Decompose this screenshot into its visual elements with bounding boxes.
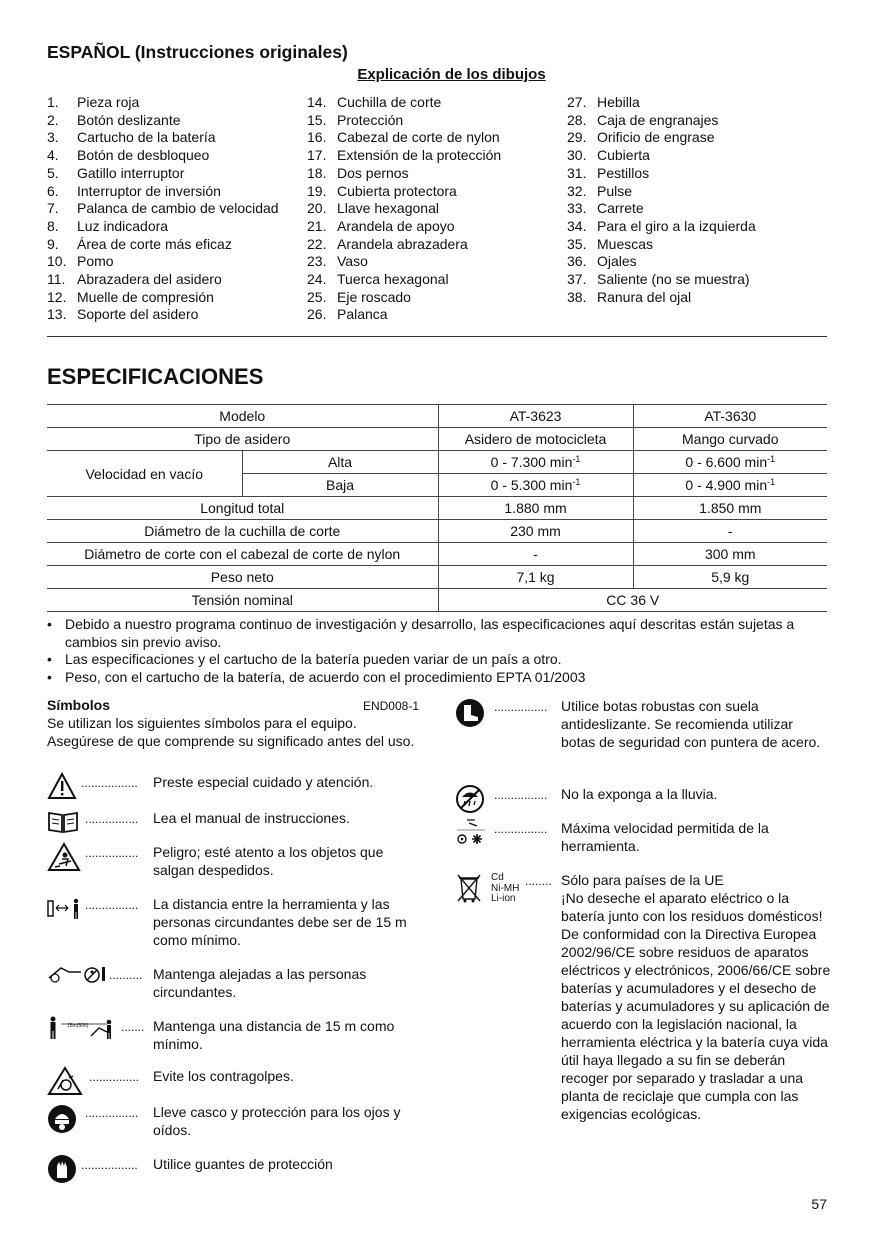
legend-item: 29. Orificio de engrase (567, 129, 715, 146)
table-cell: Velocidad en vacío (47, 451, 242, 497)
legend-item: 25. Eje roscado (307, 288, 411, 305)
distance-label: 15m(50ft) (67, 1023, 89, 1029)
table-row (47, 566, 827, 589)
table-cell: 0 - 5.300 $\min^{-1}$ (438, 474, 633, 497)
table-cell: 1.850 mm (633, 497, 827, 520)
table-cell: 5,9 kg (633, 566, 827, 589)
helmet-protection-icon (47, 1104, 77, 1138)
table-cell: CC 36 V (438, 589, 827, 612)
table-row (47, 497, 827, 520)
symbol-row: ................ La distancia entre la herramienta y las personas circundantes debe ser de 15 m como mínimo. (47, 894, 427, 950)
legend-item: 2. Botón deslizante (47, 111, 181, 128)
table-cell: Mango curvado (633, 428, 827, 451)
no-rain-icon (455, 784, 485, 818)
symbol-row: ................ Lleve casco y protección para los ojos y oídos. (47, 1102, 427, 1142)
table-cell: - (633, 520, 827, 543)
legend-item: 10. Pomo (47, 253, 114, 270)
table-cell: Tensión nominal (47, 589, 438, 612)
document-code: END008-1 (362, 699, 419, 713)
page-number: 57 (811, 1196, 827, 1212)
legend-item: 22. Arandela abrazadera (307, 235, 468, 252)
note-item: • Peso, con el cartucho de la batería, de acuerdo con el procedimiento EPTA 01/2003 (47, 669, 829, 687)
table-row (47, 451, 827, 474)
symbol-row: Cd Ni-MH Li-ion ........ Sólo para países de la UE ¡No deseche el aparato eléctrico o la batería junto con los residuos domésticos! De conformidad con la Directiva Europea 2002/96/CE sobre residuos de aparatos eléctricos y electrónicos, 2006/66/CE sobre baterías y acumuladores y el desecho de baterías y acumuladores y su aplicación de acuerdo con la legislación nacional, la herramienta eléctrica y la batería cuya vida útil haya llegado a su fin se deberán recoger por separado y trasladar a una planta de reciclaje que cumpla con las exigencias ecológicas. (455, 870, 830, 1160)
legend-item: 14. Cuchilla de corte (307, 94, 442, 110)
legend-item: 18. Dos pernos (307, 164, 409, 181)
table-row (47, 543, 827, 566)
legend-item: 36. Ojales (567, 253, 637, 270)
keep-15m-distance-icon (47, 1016, 119, 1044)
table-cell: Peso neto (47, 566, 438, 589)
section-title: ESPAÑOL (Instrucciones originales) (47, 42, 348, 62)
specifications-table (47, 404, 827, 612)
safety-boots-icon (455, 698, 485, 732)
table-cell: - (438, 543, 633, 566)
symbol-row: 15m(50ft) ....... Mantenga una distancia de 15 m como mínimo. (47, 1016, 427, 1056)
table-cell: 0 - 6.600 $\min^{-1}$ (633, 451, 827, 474)
spec-notes (47, 616, 829, 686)
symbols-title: Símbolos (47, 697, 111, 713)
legend-item: 38. Ranura del ojal (567, 288, 692, 305)
table-cell: 0 - 4.900 $\min^{-1}$ (633, 474, 827, 497)
symbol-row: ................ No la exponga a la lluvia. (455, 784, 830, 814)
legend-item: 24. Tuerca hexagonal (307, 271, 449, 288)
legend-item: 12. Muelle de compresión (47, 288, 214, 305)
legend-item: 37. Saliente (no se muestra) (567, 271, 750, 288)
legend-item: 8. Luz indicadora (47, 217, 169, 234)
legend-item: 3. Cartucho de la batería (47, 129, 216, 146)
section-divider (47, 336, 827, 337)
legend-item: 5. Gatillo interruptor (47, 164, 185, 181)
table-cell: Modelo (47, 405, 438, 428)
legend-item: 34. Para el giro a la izquierda (567, 217, 756, 234)
legend-item: 11. Abrazadera del asidero (47, 271, 222, 288)
kickback-icon (47, 1066, 83, 1100)
symbol-row: ................ Utilice botas robustas con suela antideslizante. Se recomienda utilizar botas de seguridad con puntera de acero. (455, 696, 830, 776)
symbol-row: ................ Lea el manual de instrucciones. (47, 808, 427, 836)
legend-item: 27. Hebilla (567, 94, 640, 110)
symbol-row: ................. Preste especial cuidado y atención. (47, 772, 427, 802)
distance-person-icon (47, 898, 83, 924)
legend-item: 26. Palanca (307, 306, 388, 323)
legend-item: 20. Llave hexagonal (307, 200, 439, 217)
eu-disposal-text: Sólo para países de la UE ¡No deseche el aparato eléctrico o la batería junto con los residuos domésticos! De conformidad con la Directiva Europea 2002/96/CE sobre residuos de aparatos eléctricos y electrónicos, 2006/66/CE sobre baterías y acumuladores y el desecho de baterías y acumuladores y su aplicación de acuerdo con la legislación nacional, la herramienta eléctrica y la batería cuya vida útil haya llegado a su fin se deberán recoger por separado y trasladar a una planta de reciclaje que cumpla con las exigencias ecológicas. (561, 872, 831, 1122)
legend-item: 16. Cabezal de corte de nylon (307, 129, 500, 146)
legend-column-1 (47, 94, 279, 324)
flying-objects-icon (47, 842, 81, 876)
specifications-title: ESPECIFICACIONES (47, 364, 264, 389)
table-cell: 0 - 7.300 $\min^{-1}$ (438, 451, 633, 474)
legend-item: 19. Cubierta protectora (307, 182, 457, 199)
symbols-intro: Se utilizan los siguientes símbolos para el equipo. Asegúrese de que comprende su significado antes del uso. (47, 715, 415, 749)
legend-item: 33. Carrete (567, 200, 644, 217)
table-cell: AT-3630 (633, 405, 827, 428)
table-cell: Tipo de asidero (47, 428, 438, 451)
table-cell: 300 mm (633, 543, 827, 566)
table-cell: Baja (242, 474, 438, 497)
table-cell: Asidero de motocicleta (438, 428, 633, 451)
protective-gloves-icon (47, 1154, 77, 1188)
warning-triangle-icon (47, 772, 77, 804)
legend-item: 7. Palanca de cambio de velocidad (47, 200, 279, 217)
legend-title: Explicación de los dibujos (357, 66, 546, 83)
symbols-header (47, 696, 419, 750)
keep-bystanders-away-icon (47, 964, 107, 988)
legend-item: 15. Protección (307, 111, 404, 128)
legend-column-3 (567, 94, 756, 306)
legend-item: 23. Vaso (307, 253, 368, 270)
symbol-row: ................. Utilice guantes de protección (47, 1154, 427, 1184)
max-speed-icon (455, 818, 487, 850)
symbol-row: ................ Peligro; esté atento a los objetos que salgan despedidos. (47, 842, 427, 882)
table-cell: 230 mm (438, 520, 633, 543)
table-cell: Diámetro de la cuchilla de corte (47, 520, 438, 543)
symbol-row: ............... Evite los contragolpes. (47, 1066, 427, 1100)
note-item: • Las especificaciones y el cartucho de la batería pueden variar de un país a otro. (47, 651, 829, 669)
legend-item: 35. Muescas (567, 235, 654, 252)
table-cell: Diámetro de corte con el cabezal de corte de nylon (47, 543, 438, 566)
symbol-row: .......... Mantenga alejadas a las personas circundantes. (47, 964, 427, 1004)
note-item: • Debido a nuestro programa continuo de investigación y desarrollo, las especificaciones aquí descritas están sujetas a cambios sin previo aviso. (47, 616, 829, 651)
table-cell: 1.880 mm (438, 497, 633, 520)
legend-item: 32. Pulse (567, 182, 633, 199)
table-cell: 7,1 kg (438, 566, 633, 589)
legend-item: 28. Caja de engranajes (567, 111, 719, 128)
legend-item: 21. Arandela de apoyo (307, 217, 455, 234)
legend-column-2 (307, 94, 501, 324)
battery-types: Cd Ni-MH Li-ion (491, 872, 520, 904)
table-cell: Alta (242, 451, 438, 474)
table-cell: AT-3623 (438, 405, 633, 428)
legend-item: 31. Pestillos (567, 164, 650, 181)
table-row (47, 589, 827, 612)
legend-item: 6. Interruptor de inversión (47, 182, 221, 199)
legend-item: 4. Botón de desbloqueo (47, 147, 210, 164)
table-row (47, 428, 827, 451)
legend-item: 13. Soporte del asidero (47, 306, 199, 323)
table-cell: Longitud total (47, 497, 438, 520)
legend-item: 30. Cubierta (567, 147, 650, 164)
legend-item: 9. Área de corte más eficaz (47, 235, 232, 252)
legend-item: 1. Pieza roja (47, 94, 140, 110)
table-row (47, 520, 827, 543)
manual-book-icon (47, 810, 79, 838)
crossed-bin-icon (455, 872, 483, 908)
legend-item: 17. Extensión de la protección (307, 147, 502, 164)
symbol-row: ................ Máxima velocidad permitida de la herramienta. (455, 818, 830, 858)
table-row (47, 405, 827, 428)
